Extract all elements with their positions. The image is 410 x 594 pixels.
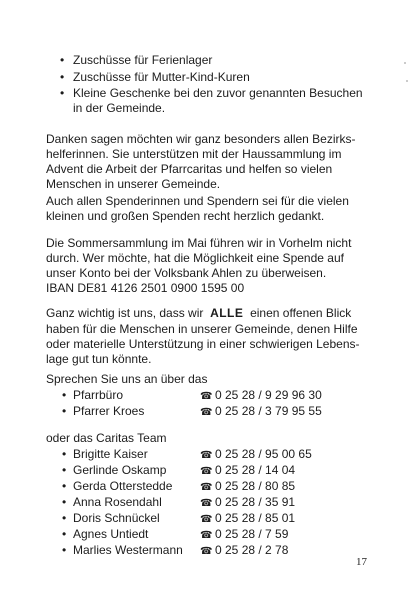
phone-number: 0 25 28 / 14 04 — [215, 463, 296, 477]
contact-phone — [200, 404, 322, 420]
team-member-phone — [200, 543, 288, 559]
text-line: Advent die Arbeit der Pfarrcaritas und helfen so vielen — [46, 162, 333, 176]
bullet-icon: • — [62, 463, 67, 477]
contact-phone — [200, 388, 322, 404]
team-member-name: Anna Rosendahl — [73, 495, 162, 509]
emphasis-all: ALLE — [210, 306, 244, 320]
bullet-icon: • — [62, 404, 67, 418]
team-member-name: Gerda Otterstedde — [73, 479, 173, 493]
bullet-icon: • — [62, 527, 67, 541]
team-member-name: Agnes Untiedt — [73, 527, 149, 541]
bullet-icon: • — [62, 388, 67, 402]
bullet-icon: • — [60, 70, 65, 84]
iban-line: IBAN DE81 4126 2501 0900 1595 00 — [46, 281, 245, 295]
phone-number: 0 25 28 / 9 29 96 30 — [215, 388, 322, 402]
contact-name: Pfarrer Kroes — [73, 404, 145, 418]
team-member-phone — [200, 479, 295, 495]
list-item: Zuschüsse für Mutter-Kind-Kuren — [73, 70, 250, 84]
contact-name: Pfarrbüro — [73, 388, 124, 402]
text-segment: Ganz wichtig ist uns, dass wir — [46, 306, 204, 320]
team-intro: oder das Caritas Team — [46, 431, 167, 445]
scan-speck — [404, 62, 406, 64]
team-member-name: Doris Schnückel — [73, 511, 160, 525]
list-item: Zuschüsse für Ferienlager — [73, 53, 213, 67]
text-line: kleinen und großen Spenden recht herzlich gedankt. — [46, 209, 325, 223]
team-member-name: Brigitte Kaiser — [73, 447, 148, 461]
team-member-phone — [200, 527, 288, 543]
page-number: 17 — [356, 556, 367, 568]
text-line: Die Sommersammlung im Mai führen wir in Vorhelm nicht — [46, 236, 352, 250]
bullet-icon: • — [62, 495, 67, 509]
bullet-icon: • — [62, 479, 67, 493]
text-line: Menschen in unserer Gemeinde. — [46, 177, 221, 191]
telephone-icon: ☎ — [200, 407, 213, 418]
text-segment: einen offenen Blick — [250, 306, 352, 320]
team-member-name: Marlies Westermann — [73, 543, 183, 557]
phone-number: 0 25 28 / 85 01 — [215, 511, 296, 525]
text-line: helferinnen. Sie unterstützen mit der Haussammlung im — [46, 147, 342, 161]
text-line: lage gut tun könnte. — [46, 352, 152, 366]
team-member-phone — [200, 511, 295, 527]
bullet-icon: • — [62, 543, 67, 557]
telephone-icon: ☎ — [200, 498, 213, 509]
telephone-icon: ☎ — [200, 391, 213, 402]
text-line: oder materielle Unterstützung in einer schwierigen Lebens- — [46, 337, 360, 351]
phone-number: 0 25 28 / 95 00 65 — [215, 447, 312, 461]
telephone-icon: ☎ — [200, 466, 213, 477]
text-line: haben für die Menschen in unserer Gemeinde, denen Hilfe — [46, 322, 358, 336]
bullet-icon: • — [62, 511, 67, 525]
text-line: durch. Wer möchte, hat die Möglichkeit eine Spende auf — [46, 251, 344, 265]
contact-intro: Sprechen Sie uns an über das — [46, 372, 208, 386]
bullet-icon: • — [60, 53, 65, 67]
team-member-name: Gerlinde Oskamp — [73, 463, 167, 477]
bullet-icon: • — [62, 447, 67, 461]
telephone-icon: ☎ — [200, 514, 213, 525]
team-member-phone — [200, 495, 295, 511]
text-line: Danken sagen möchten wir ganz besonders allen Bezirks- — [46, 132, 356, 146]
list-item: Kleine Geschenke bei den zuvor genannten Besuchen — [73, 86, 363, 100]
telephone-icon: ☎ — [200, 450, 213, 461]
team-member-phone — [200, 463, 295, 479]
scan-speck — [406, 80, 408, 82]
phone-number: 0 25 28 / 3 79 95 55 — [215, 404, 322, 418]
phone-number: 0 25 28 / 35 91 — [215, 495, 296, 509]
team-member-phone — [200, 447, 312, 463]
telephone-icon: ☎ — [200, 546, 213, 557]
list-item-continuation: in der Gemeinde. — [73, 101, 166, 115]
text-line: unser Konto bei der Volksbank Ahlen zu überweisen. — [46, 266, 327, 280]
text-line: Auch allen Spenderinnen und Spendern sei für die vielen — [46, 194, 349, 208]
phone-number: 0 25 28 / 2 78 — [215, 543, 289, 557]
telephone-icon: ☎ — [200, 530, 213, 541]
text-line — [46, 306, 351, 321]
telephone-icon: ☎ — [200, 482, 213, 493]
bullet-icon: • — [60, 86, 65, 100]
phone-number: 0 25 28 / 80 85 — [215, 479, 296, 493]
phone-number: 0 25 28 / 7 59 — [215, 527, 289, 541]
